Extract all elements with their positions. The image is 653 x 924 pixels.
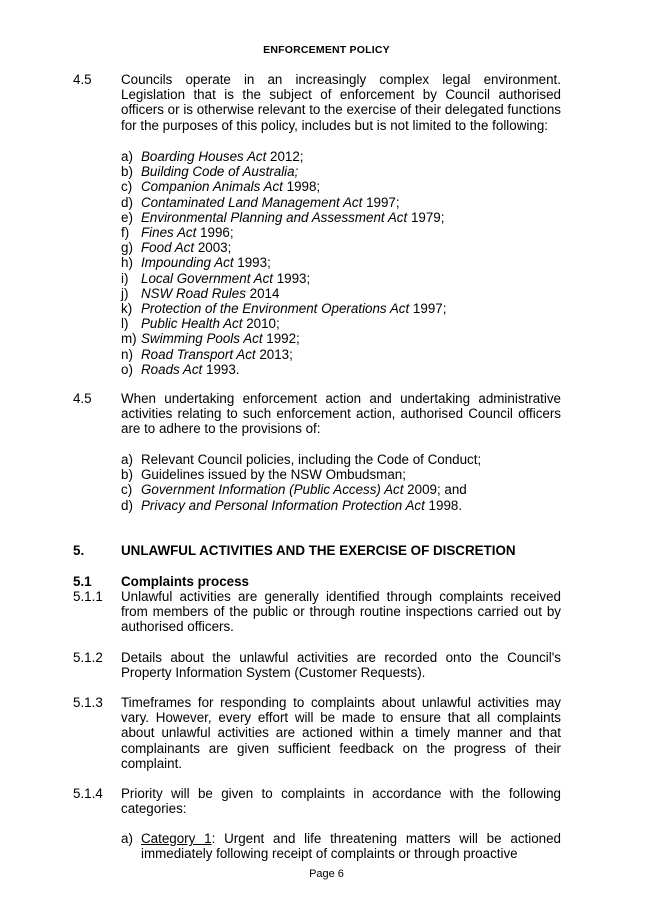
list-item: l) Public Health Act 2010;	[121, 316, 280, 332]
section-number: 4.5	[73, 391, 92, 406]
section-paragraph: Councils operate in an increasingly complex legal environment. Legislation that is the subject of enforcement by Council authorised officers or is otherwise relevant to the exercise of their delegated functions for the purposes of this policy, includes but is not limited to the following:	[121, 72, 561, 133]
list-item: b) Building Code of Australia;	[121, 164, 299, 180]
category-item: Category 1: Urgent and life threatening matters will be actioned immediately following receipt of complaints or through proactive	[141, 831, 561, 862]
list-item: d) Privacy and Personal Information Protection Act 1998.	[121, 497, 463, 513]
clause-number: 5.1.3	[73, 695, 103, 710]
list-item: e) Environmental Planning and Assessment Act 1979;	[121, 209, 445, 225]
subsection-heading: Complaints process	[121, 574, 249, 589]
section-number: 4.5	[73, 72, 92, 87]
list-item: i) Local Government Act 1993;	[121, 270, 311, 286]
clause-paragraph: Unlawful activities are generally identified through complaints received from members of the public or through routine inspections carried out by authorised officers.	[121, 589, 561, 635]
page-header: ENFORCEMENT POLICY	[263, 44, 390, 56]
page-number: Page 6	[309, 868, 344, 880]
list-item: h) Impounding Act 1993;	[121, 255, 271, 271]
list-item: c) Companion Animals Act 1998;	[121, 179, 321, 195]
section-heading: UNLAWFUL ACTIVITIES AND THE EXERCISE OF DISCRETION	[121, 543, 516, 558]
category-title: Category 1	[141, 831, 212, 846]
list-item: d) Contaminated Land Management Act 1997;	[121, 194, 400, 210]
list-item: n) Road Transport Act 2013;	[121, 346, 293, 362]
list-item: b) Guidelines issued by the NSW Ombudsman;	[121, 467, 406, 483]
subsection-number: 5.1	[73, 574, 92, 589]
clause-paragraph: Priority will be given to complaints in accordance with the following categories:	[121, 786, 561, 817]
clause-number: 5.1.2	[73, 650, 103, 665]
list-item: j) NSW Road Rules 2014	[121, 285, 280, 301]
clause-number: 5.1.4	[73, 786, 103, 801]
clause-paragraph: Details about the unlawful activities are recorded onto the Council's Property Information System (Customer Requests).	[121, 650, 561, 681]
list-item: a) Relevant Council policies, including the Code of Conduct;	[121, 452, 482, 467]
list-item: m) Swimming Pools Act 1992;	[121, 331, 300, 347]
list-item: k) Protection of the Environment Operations Act 1997;	[121, 301, 447, 317]
legislation-list	[121, 149, 561, 377]
list-item: c) Government Information (Public Access) Act 2009; and	[121, 482, 467, 498]
list-item: g) Food Act 2003;	[121, 240, 232, 256]
provisions-list	[121, 452, 561, 513]
list-item-label: a)	[121, 831, 133, 846]
section-number: 5.	[73, 543, 85, 558]
list-item: a) Boarding Houses Act 2012;	[121, 149, 304, 164]
section-paragraph: When undertaking enforcement action and undertaking administrative activities relating to such enforcement action, authorised Council officers are to adhere to the provisions of:	[121, 391, 561, 437]
list-item: f) Fines Act 1996;	[121, 225, 234, 241]
clause-paragraph: Timeframes for responding to complaints about unlawful activities may vary. However, every effort will be made to ensure that all complaints about unlawful activities are actioned within a timely manner and that complainants are given sufficient feedback on the progress of their complaint.	[121, 695, 561, 771]
list-item: o) Roads Act 1993.	[121, 361, 240, 377]
clause-number: 5.1.1	[73, 589, 103, 604]
